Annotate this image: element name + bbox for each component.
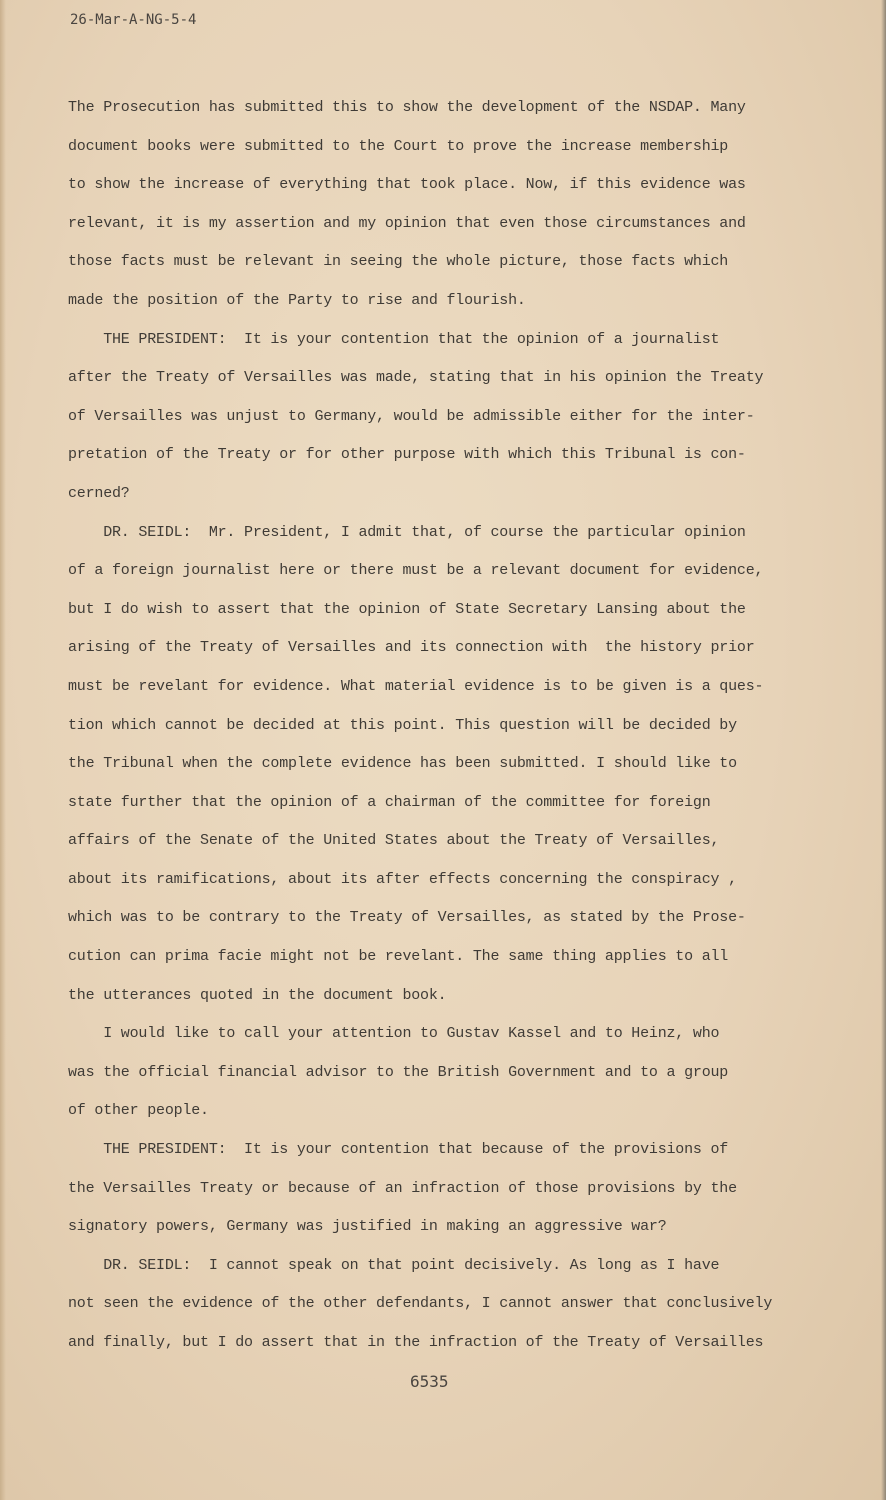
transcript-line: about its ramifications, about its after effects concerning the conspiracy , <box>68 870 737 888</box>
document-reference: 26-Mar-A-NG-5-4 <box>70 12 197 28</box>
transcript-line: tion which cannot be decided at this point. This question will be decided by <box>68 716 737 734</box>
transcript-line: relevant, it is my assertion and my opinion that even those circumstances and <box>68 214 746 232</box>
transcript-line: of other people. <box>68 1102 209 1120</box>
transcript-line: pretation of the Treaty or for other purpose with which this Tribunal is con- <box>68 446 746 464</box>
transcript-line: of Versailles was unjust to Germany, would be admissible either for the inter- <box>68 407 755 425</box>
transcript-line: must be revelant for evidence. What material evidence is to be given is a ques- <box>68 677 764 695</box>
paper-edge-left <box>0 0 6 1500</box>
transcript-line: the Versailles Treaty or because of an infraction of those provisions by the <box>68 1179 737 1197</box>
transcript-line: was the official financial advisor to the British Government and to a group <box>68 1063 729 1081</box>
transcript-line: The Prosecution has submitted this to show the development of the NSDAP. Many <box>68 99 746 116</box>
transcript-line: not seen the evidence of the other defendants, I cannot answer that conclusively <box>68 1295 773 1313</box>
transcript-line: document books were submitted to the Court to prove the increase membership <box>68 137 729 155</box>
transcript-line: made the position of the Party to rise and flourish. <box>68 291 526 309</box>
transcript-line: and finally, but I do assert that in the infraction of the Treaty of Versailles <box>68 1334 764 1351</box>
transcript-body <box>68 89 838 1363</box>
transcript-line: signatory powers, Germany was justified in making an aggressive war? <box>68 1218 667 1236</box>
transcript-line: DR. SEIDL: I cannot speak on that point decisively. As long as I have <box>68 1256 720 1274</box>
transcript-line: I would like to call your attention to Gustav Kassel and to Heinz, who <box>68 1025 720 1043</box>
transcript-line: THE PRESIDENT: It is your contention that the opinion of a journalist <box>68 330 720 348</box>
transcript-line: but I do wish to assert that the opinion of State Secretary Lansing about the <box>68 600 746 618</box>
paper-edge-right <box>881 0 886 1500</box>
transcript-line: cution can prima facie might not be revelant. The same thing applies to all <box>68 948 729 966</box>
transcript-line: arising of the Treaty of Versailles and its connection with the history prior <box>68 639 755 657</box>
transcript-line: affairs of the Senate of the United States about the Treaty of Versailles, <box>68 832 720 850</box>
transcript-line: the Tribunal when the complete evidence has been submitted. I should like to <box>68 755 737 773</box>
transcript-line: after the Treaty of Versailles was made, stating that in his opinion the Treaty <box>68 369 764 387</box>
transcript-line: those facts must be relevant in seeing the whole picture, those facts which <box>68 253 729 271</box>
transcript-line: to show the increase of everything that took place. Now, if this evidence was <box>68 176 746 194</box>
transcript-line: the utterances quoted in the document book. <box>68 986 447 1004</box>
transcript-line: THE PRESIDENT: It is your contention that because of the provisions of <box>68 1141 729 1159</box>
transcript-line: DR. SEIDL: Mr. President, I admit that, of course the particular opinion <box>68 523 746 541</box>
transcript-line: of a foreign journalist here or there must be a relevant document for evidence, <box>68 562 764 580</box>
transcript-line: which was to be contrary to the Treaty of Versailles, as stated by the Prose- <box>68 909 746 927</box>
page-number: 6535 <box>410 1372 449 1391</box>
transcript-line: state further that the opinion of a chairman of the committee for foreign <box>68 793 711 811</box>
transcript-line: cerned? <box>68 484 130 502</box>
